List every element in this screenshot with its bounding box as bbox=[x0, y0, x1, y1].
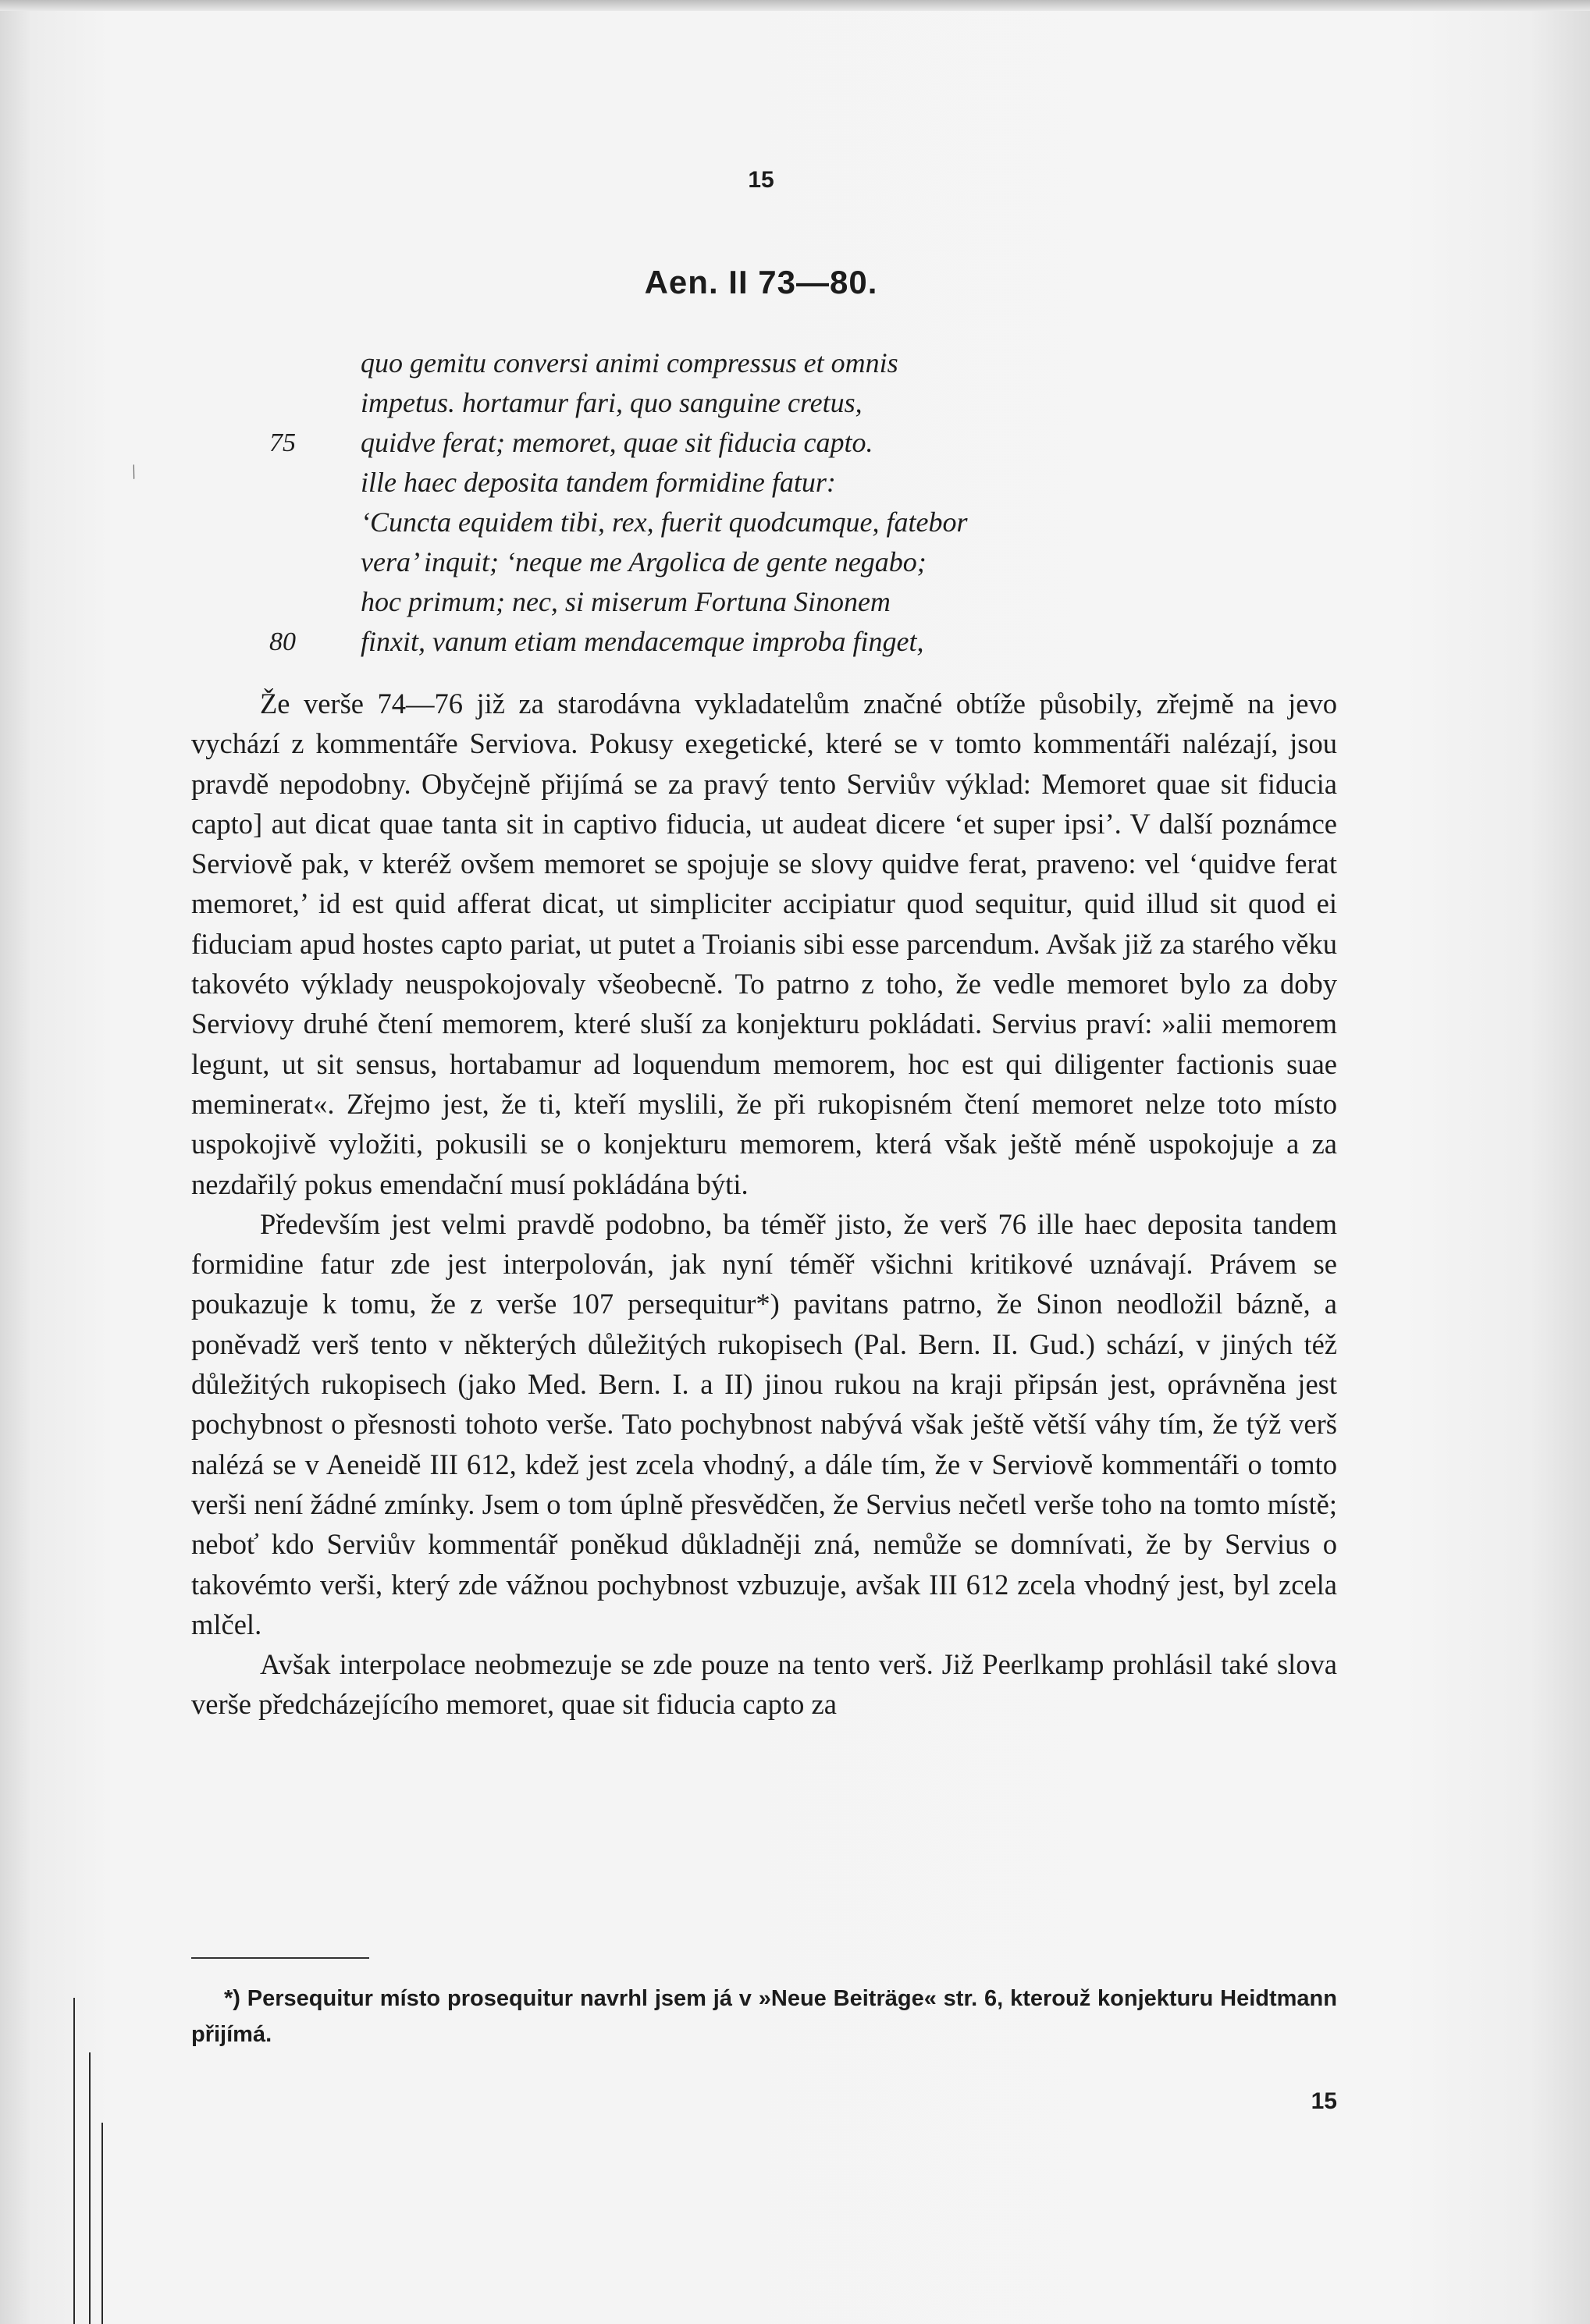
verse-line bbox=[269, 622, 1206, 662]
verse-text: hoc primum; nec, si miserum Fortuna Sinonem bbox=[361, 586, 891, 617]
verse-line bbox=[269, 542, 1206, 582]
commentary-body bbox=[191, 684, 1337, 1725]
verse-text: ‘Cuncta equidem tibi, rex, fuerit quodcumque, fatebor bbox=[361, 506, 968, 538]
verse-text: finxit, vanum etiam mendacemque improba finget, bbox=[361, 626, 924, 657]
binding-edge-line bbox=[101, 2123, 103, 2324]
section-heading: Aen. II 73—80. bbox=[644, 264, 878, 300]
paragraph: Avšak interpolace neobmezuje se zde pouze na tento verš. Již Peerlkamp prohlásil také slova verše předcházejícího memoret, quae sit fiducia capto za bbox=[191, 1648, 1337, 1721]
verse-line bbox=[269, 383, 1206, 423]
paragraph: Především jest velmi pravdě podobno, ba téměř jisto, že verš 76 ille haec deposita tandem formidine fatur zde jest interpolován, jak nyní téměř všichni kritikové uznávají. Právem se poukazuje k tomu, že z verše 107 persequitur*) pavitans patrno, že Sinon neodložil bázně, a poněvadž verš tento v některých důležitých rukopisech (Pal. Bern. II. Gud.) schází, v jiných též důležitých rukopisech (jako Med. Bern. I. a II) jinou rukou na kraji připsán jest, oprávněna jest pochybnost o přesnosti tohoto verše. Tato pochybnost nabývá však ještě větší váhy tím, že týž verš nalézá se v Aeneidě III 612, kdež jest zcela vhodný, a dále tím, že v Serviově kommentáři o tomto verši není žádné zmínky. Jsem o tom úplně přesvědčen, že Servius nečetl verše toho na tomto místě; neboť kdo Serviův kommentář poněkud důkladněji zná, nemůže se domnívati, že by Servius o takovémto verši, který zde vážnou pochybnost vzbuzuje, avšak III 612 zcela vhodný jest, byl zcela mlčel. bbox=[191, 1207, 1337, 1640]
verse-line bbox=[269, 503, 1206, 542]
page-number-bottom: 15 bbox=[1311, 2088, 1337, 2114]
verse-text: vera’ inquit; ‘neque me Argolica de gente negabo; bbox=[361, 546, 927, 577]
footnote: *) Persequitur místo prosequitur navrhl jsem já v »Neue Beiträge« str. 6, kterouž konjekturu Heidtmann přijímá. bbox=[191, 1986, 1337, 2047]
verse-text: impetus. hortamur fari, quo sanguine cretus, bbox=[361, 387, 863, 418]
verse-line bbox=[269, 343, 1206, 383]
footnote-separator bbox=[191, 1957, 369, 1959]
paragraph: Že verše 74—76 již za starodávna vykladatelům značné obtíže působily, zřejmě na jevo vychází z kommentáře Serviova. Pokusy exegetické, které se v tomto kommentáři nalézají, jsou pravdě nepodobny. Obyčejně přijímá se za pravý tento Serviův výklad: Memoret quae sit fiducia capto] aut dicat quae tanta sit in captivo fiducia, ut audeat dicere ‘et super ipsi’. V další poznámce Serviově pak, v kteréž ovšem memoret se spojuje se slovy quidve ferat, praveno: vel ‘quidve ferat memoret,’ id est quid afferat dicat, ut simpliciter accipiatur quod sequitur, quid illud sit quod ei fiduciam apud hostes capto pariat, ut putet a Troianis sibi esse parcendum. Avšak již za starého věku takovéto výklady neuspokojovaly všeobecně. To patrno z toho, že vedle memoret bylo za doby Serviovy druhé čtení memorem, které sluší za konjekturu pokládati. Servius praví: »alii memorem legunt, ut sit sensus, hortabamur ad loquendum memorem, hoc est qui diligenter factionis suae meminerat«. Zřejmo jest, že ti, kteří myslili, že při rukopisném čtení memoret nelze toto místo uspokojivě vyložiti, pokusili se o konjekturu memorem, která však ještě méně uspokojuje a za nezdařilý pokus emendační musí pokládána býti. bbox=[191, 688, 1337, 1200]
verse-text: ille haec deposita tandem formidine fatur: bbox=[361, 467, 836, 498]
scan-top-edge bbox=[0, 0, 1590, 11]
verse-number: 80 bbox=[269, 627, 296, 656]
binding-edge-line bbox=[73, 1998, 75, 2324]
page-number-top: 15 bbox=[748, 167, 774, 193]
verse-block bbox=[269, 343, 1206, 662]
verse-line bbox=[269, 463, 1206, 503]
verse-text: quidve ferat; memoret, quae sit fiducia capto. bbox=[361, 427, 873, 458]
stray-mark: / bbox=[127, 460, 141, 484]
verse-line bbox=[269, 423, 1206, 463]
verse-number: 75 bbox=[269, 428, 296, 457]
verse-text: quo gemitu conversi animi compressus et omnis bbox=[361, 347, 898, 378]
binding-edge-line bbox=[89, 2052, 91, 2324]
verse-line bbox=[269, 582, 1206, 622]
